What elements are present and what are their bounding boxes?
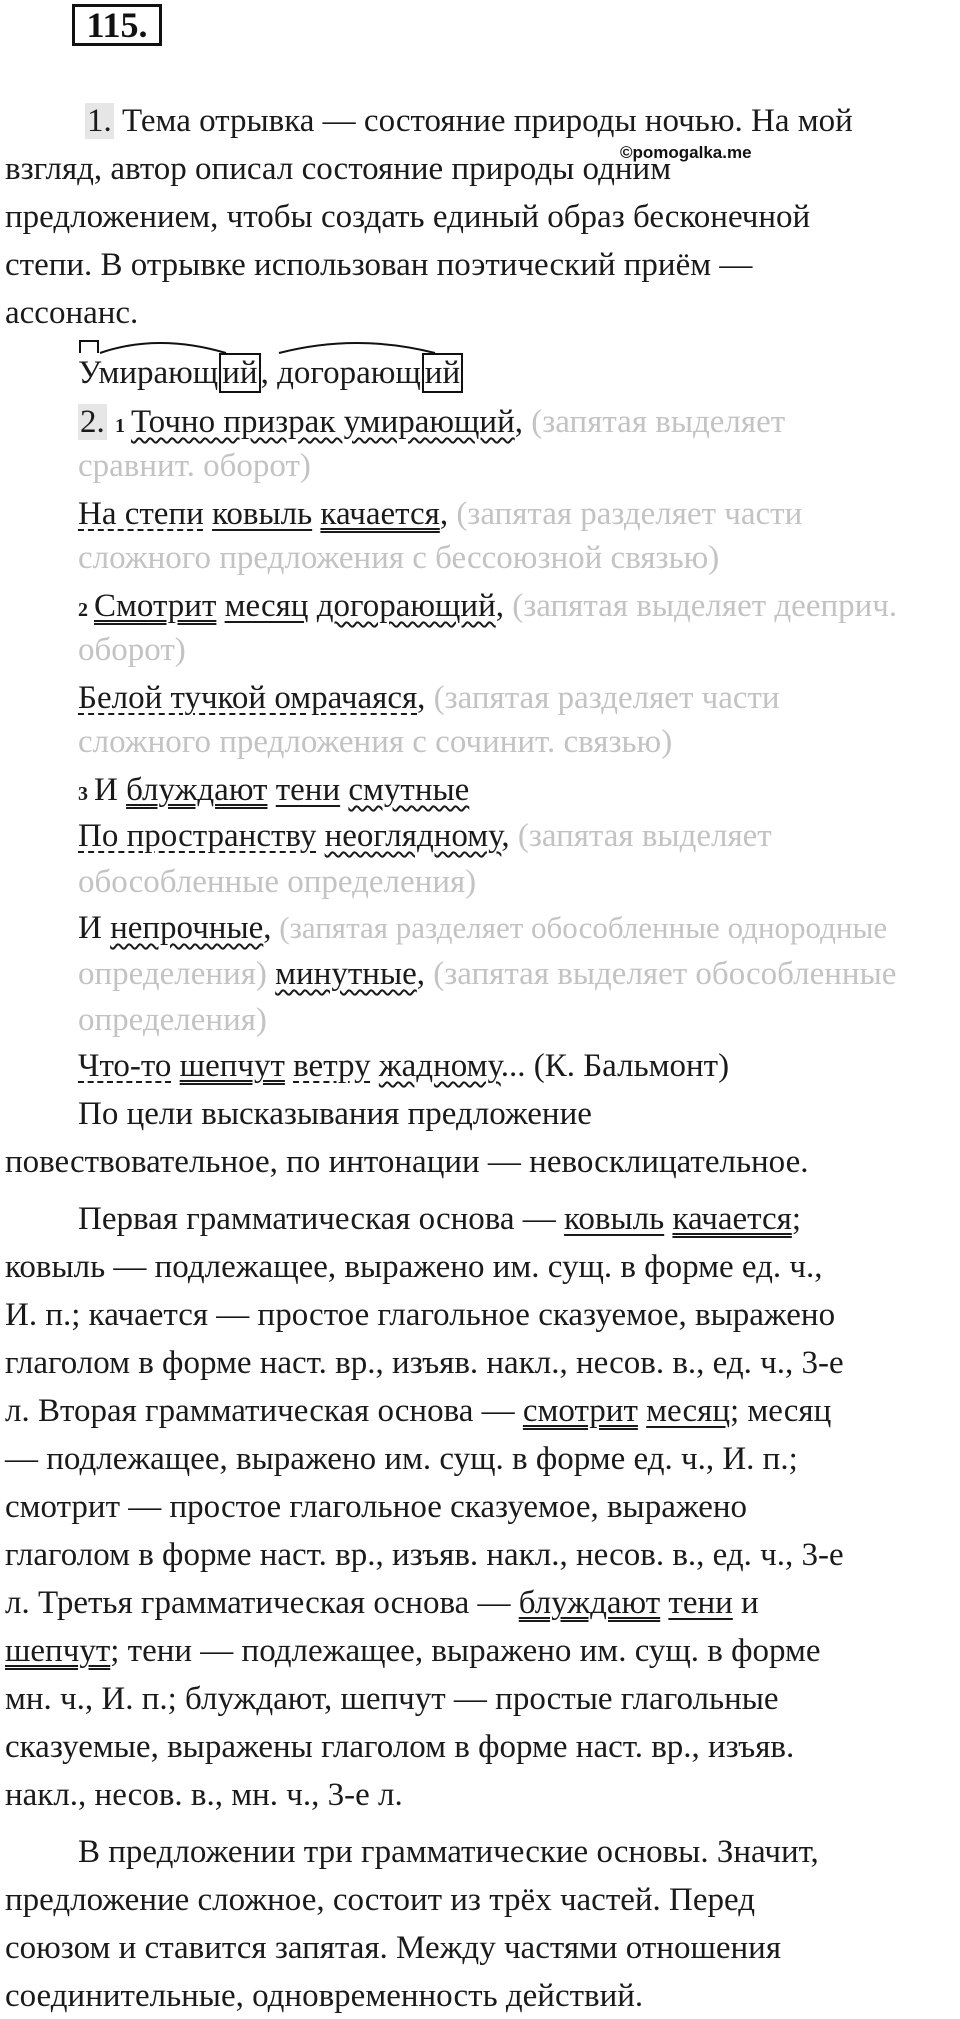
para2-line-1: Первая грамматическая основа — ковыль качается;	[78, 1201, 802, 1237]
intro-line-2: взгляд, автор описал состояние природы одним	[5, 151, 672, 187]
intro-line-1: 1. Тема отрывка — состояние природы ночью. На мой	[87, 103, 853, 139]
task-number: 115.	[72, 4, 162, 46]
morpheme-analysis: Умирающ ий, догорающ ий	[78, 353, 463, 393]
poem-line-6: По пространству неоглядному, (запятая выделяет	[78, 818, 772, 854]
para2-line-6: — подлежащее, выражено им. сущ. в форме ед. ч., И. п.;	[5, 1441, 798, 1477]
intro-line-3: предложением, чтобы создать единый образ бесконечной	[5, 199, 811, 235]
para2-line-2: ковыль — подлежащее, выражено им. сущ. в форме ед. ч.,	[5, 1249, 823, 1285]
para2-line-7: смотрит — простое глагольное сказуемое, выражено	[5, 1489, 748, 1525]
poem-note-6: обособленные определения)	[78, 864, 477, 900]
poem-note-4: сложного предложения с сочинит. связью)	[78, 724, 673, 760]
para1-line-2: повествовательное, по интонации — невосклицательное.	[5, 1144, 809, 1180]
poem-note-7: определения)	[78, 1002, 267, 1038]
intro-line-5: ассонанс.	[5, 295, 139, 331]
poem-line-7b: определения) минутные, (запятая выделяет обособленные	[78, 956, 897, 992]
prefix-root-marks	[78, 339, 228, 355]
para3-line-2: предложение сложное, состоит из трёх частей. Перед	[5, 1882, 756, 1918]
suffix-box: ий	[219, 353, 260, 393]
para2-line-8: глаголом в форме наст. вр., изъяв. накл., несов. в., ед. ч., 3-е	[5, 1537, 844, 1573]
poem-line-1: 2. 1 Точно призрак умирающий, (запятая выделяет	[80, 404, 786, 440]
morpheme-word-1: Умирающ ий	[78, 353, 261, 393]
poem-note-1: сравнит. оборот)	[78, 448, 311, 484]
para2-line-12: сказуемые, выражены глаголом в форме наст. вр., изъяв.	[5, 1729, 795, 1765]
watermark: ©pomogalka.me	[620, 143, 752, 162]
para2-line-9: л. Третья грамматическая основа — блуждают тени и	[5, 1585, 759, 1621]
poem-line-4: Белой тучкой омрачаяся, (запятая разделяет части	[78, 680, 780, 716]
morpheme-word-2: догорающ ий	[277, 353, 463, 393]
para2-line-13: накл., несов. в., мн. ч., 3-е л.	[5, 1777, 403, 1813]
poem-line-3: 2 Смотрит месяц догорающий, (запятая выделяет дееприч.	[78, 588, 898, 624]
point-marker-2: 2.	[80, 404, 105, 440]
poem-line-2: На степи ковыль качается, (запятая разделяет части	[78, 496, 803, 532]
para1-line-1: По цели высказывания предложение	[78, 1096, 592, 1132]
para2-line-3: И. п.; качается — простое глагольное сказуемое, выражено	[5, 1297, 836, 1333]
poem-note-2: сложного предложения с бессоюзной связью)	[78, 540, 720, 576]
poem-line-5: 3 И блуждают тени смутные	[78, 772, 470, 808]
para3-line-1: В предложении три грамматические основы. Значит,	[78, 1834, 819, 1870]
para2-line-4: глаголом в форме наст. вр., изъяв. накл., несов. в., ед. ч., 3-е	[5, 1345, 844, 1381]
para3-line-4: соединительные, одновременность действий.	[5, 1978, 644, 2014]
point-marker-1: 1.	[87, 103, 112, 139]
poem-line-8: Что-то шепчут ветру жадному... (К. Бальмонт)	[78, 1048, 730, 1084]
poem-note-3: оборот)	[78, 632, 186, 668]
intro-line-4: степи. В отрывке использован поэтический приём —	[5, 247, 753, 283]
suffix-box: ий	[422, 353, 463, 393]
para2-line-10: шепчут; тени — подлежащее, выражено им. сущ. в форме	[5, 1633, 821, 1669]
para2-line-11: мн. ч., И. п.; блуждают, шепчут — простые глагольные	[5, 1681, 779, 1717]
poem-line-7: И непрочные, (запятая разделяет обособленные однородные	[78, 910, 888, 946]
root-mark	[277, 339, 437, 355]
para2-line-5: л. Вторая грамматическая основа — смотрит месяц; месяц	[5, 1393, 832, 1429]
para3-line-3: союзом и ставится запятая. Между частями отношения	[5, 1930, 781, 1966]
